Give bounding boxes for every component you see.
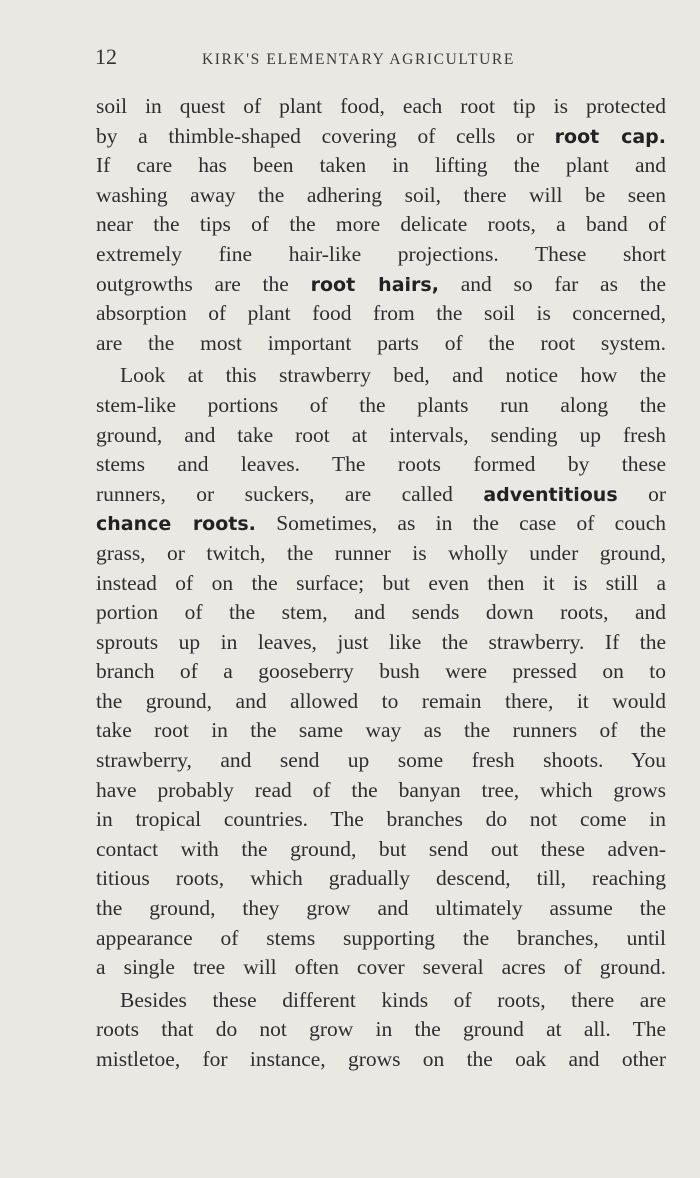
text-line	[96, 480, 666, 510]
text-span: outgrowths are the	[96, 271, 311, 296]
text-line: roots that do not grow in the ground at all. The	[96, 1017, 666, 1042]
paragraph-3	[96, 986, 666, 1075]
text-span: Sometimes, as in the case of couch	[255, 511, 666, 536]
text-line: stems and leaves. The roots formed by these	[96, 452, 666, 477]
text-line: the ground, they grow and ultimately assume the	[96, 896, 666, 921]
text-line: a single tree will often cover several acres of ground.	[96, 955, 666, 980]
text-line: washing away the adhering soil, there will be seen	[96, 182, 666, 207]
text-line: mistletoe, for instance, grows on the oak and other	[96, 1047, 666, 1071]
text-line: are the most important parts of the root system.	[96, 330, 666, 355]
text-span: by a thimble-shaped covering of cells or	[96, 123, 555, 148]
text-line	[96, 270, 666, 300]
text-line: branch of a gooseberry bush were pressed on to	[96, 659, 666, 684]
text-line: Look at this strawberry bed, and notice how the	[120, 363, 666, 388]
paragraph-2	[96, 361, 666, 982]
text-line: contact with the ground, but send out these adven-	[96, 836, 666, 861]
term-chance-roots: chance roots.	[96, 513, 256, 536]
text-line: the ground, and allowed to remain there, it would	[96, 688, 666, 713]
text-line	[96, 509, 666, 539]
text-line: near the tips of the more delicate roots, a band of	[96, 212, 666, 237]
text-line: titious roots, which gradually descend, till, reaching	[96, 866, 666, 891]
text-line: stem-like portions of the plants run along the	[96, 392, 666, 417]
page-number: 12	[95, 44, 117, 69]
text-span: or	[617, 481, 666, 506]
text-line: take root in the same way as the runners of the	[96, 718, 666, 743]
text-line: have probably read of the banyan tree, which grows	[96, 777, 666, 802]
body-text	[96, 92, 666, 1075]
text-line: ground, and take root at intervals, sending up fresh	[96, 422, 666, 447]
text-line: grass, or twitch, the runner is wholly under ground,	[96, 540, 666, 565]
page-header	[95, 44, 567, 74]
text-span: and so far as the	[438, 271, 666, 296]
term-adventitious: adventitious	[483, 483, 618, 506]
term-root-cap: root cap.	[554, 125, 666, 148]
term-root-hairs: root hairs,	[310, 273, 439, 296]
text-line	[96, 122, 666, 152]
text-line: extremely fine hair-like projections. These short	[96, 241, 666, 266]
paragraph-1	[96, 92, 666, 358]
text-line: strawberry, and send up some fresh shoots. You	[96, 748, 666, 773]
text-line: Besides these different kinds of roots, there are	[120, 987, 666, 1012]
running-head: KIRK'S ELEMENTARY AGRICULTURE	[202, 51, 515, 68]
text-span: runners, or suckers, are called	[96, 481, 484, 506]
text-line: in tropical countries. The branches do not come in	[96, 807, 666, 832]
text-line: portion of the stem, and sends down roots, and	[96, 600, 666, 625]
text-line: sprouts up in leaves, just like the strawberry. If the	[96, 629, 666, 654]
text-line: absorption of plant food from the soil is concerned,	[96, 301, 666, 326]
text-line: If care has been taken in lifting the plant and	[96, 153, 666, 178]
text-line: appearance of stems supporting the branches, until	[96, 925, 666, 950]
text-line: instead of on the surface; but even then it is still a	[96, 570, 666, 595]
text-line: soil in quest of plant food, each root tip is protected	[96, 94, 666, 118]
